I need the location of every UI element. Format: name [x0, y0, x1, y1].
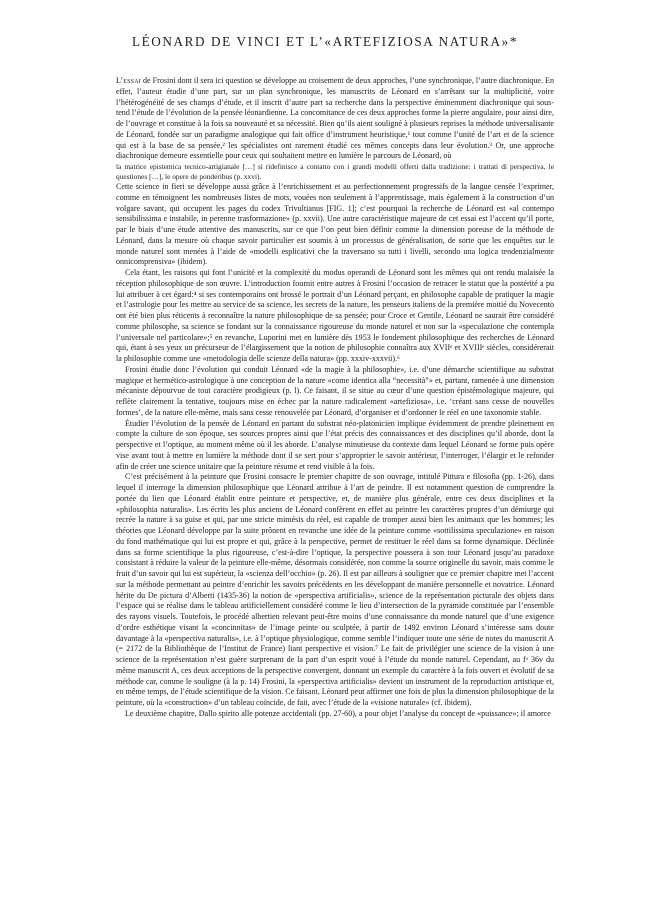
block-quote: la matrice epistemica tecnico-artigianale […] si ridefinisce a contatto con i grandi modelli offerti dalla tradizione: i trattati di perspectiva, le questiones […], le opere de ponderibus (p. xxvi). [116, 162, 554, 181]
page-title: LÉONARD DE VINCI ET L’«ARTEFIZIOSA NATURA»* [131, 34, 519, 49]
article-body [116, 76, 554, 720]
paragraph-1-text: de Frosini dont il sera ici question se développe au croisement de deux approches, l’une synchronique, l’autre diachronique. En effet, l’auteur étudie d’une part, sur un plan synchronique, les manuscrits de Léonard en s’arrêtant sur la multiplicité, voire l’hétérogénéité de ses champs d’étude, et il inscrit d’autre part sa recherche dans la perspective éminemment diachronique qui sous-tend l’étude de l’évolution de la pensée léonardienne. La concomitance de ces deux approches forme la pierre angulaire, pour ainsi dire, de l’ouvrage et constitue à la fois sa nouveauté et sa nécessité. Bien qu’ils aient souligné à plusieurs reprises la méthode universalisante de Léonard, fondée sur un paradigme analogique qui fait office d’instrument heuristique,¹ tout comme l’unité de l’art et de la science qui est à la base de sa pensée,² les spécialistes ont rarement étudié ces mêmes concepts dans leur évolution.³ Or, une approche diachronique demeure essentielle pour ceux qui souhaitent mettre en lumière le parcours de Léonard, où [116, 76, 554, 161]
paragraph-2: Cette science in fieri se développe aussi grâce à l’enrichissement et au perfectionnement progressifs de la langue censée l’exprimer, comme en témoignent les nombreuses listes de mots, vouées non seulement à l’apprentissage, mais également à la construction d’un volgare savant, qui occupent les pages du codex Trivultianus [FIG. 1]; c’est pourquoi la recherche de Léonard est «al contempo sensibilissima e instabile, in perenne trasformazione» (p. xxvii). Une autre caractéristique majeure de cet essai est l’accent qu’il porte, par le biais d’une étude attentive des manuscrits, sur ce que l’on peut bien définir comme la dimension poreuse de la méthode de Léonard, dans la mesure où chaque savoir particulier est soumis à un processus de généralisation, de sorte que les enquêtes sur le monde naturel sont menées à l’aide de «modelli esplicativi che la traversano su tutti i livelli, secondo una logica tendenzialmente onnicomprensiva» (ibidem). [116, 182, 554, 267]
paragraph-4: Frosini étudie donc l’évolution qui conduit Léonard «de la magie à la philosophie», i.e. d’une démarche scientifique au substrat magique et hermético-astrologique à une conception de la nature «come identica alla “necessità”» et, partant, ramenée à une dimension mécaniste dépourvue de tout caractère prodigieux (p. l). Ce faisant, il se situe au cœur d’une question épistémologique majeure, qui reflète clairement la tentative, toujours mise en échec par la nature radicalement «artefiziosa», i.e. ‘créant sans cesse de nouvelles formes’, de la nature elle-même, mais sans cesse renouvelée par Léonard, d’organiser et d’ordonner le réel en une taxonomie stable. [116, 364, 554, 417]
lead-word: L’essai [116, 76, 141, 85]
paragraph-1 [116, 76, 554, 162]
paragraph-5: Étudier l’évolution de la pensée de Léonard en partant du substrat néo-platonicien implique évidemment de prendre pleinement en compte la culture de son époque, ses sources propres ainsi que l’état précis des connaissances et des disciplines qu’il aborde, dont la perspective et l’optique, au moment même où il les aborde. L’analyse minutieuse du contexte dans lequel Léonard se forme puis opère vise avant tout à mettre en lumière la méthode dont il se sert pour s’approprier le savoir antérieur, l’interroger, l’élargir et le refonder afin de créer une science unitaire que la peinture résume et rend visible à la fois. [116, 418, 554, 471]
paragraph-7: Le deuxième chapitre, Dallo spirito alle potenze accidentali (pp. 27-60), a pour objet l’analyse du concept de «puissance»; il amorce [125, 708, 551, 718]
paragraph-6: C’est précisément à la peinture que Frosini consacre le premier chapitre de son ouvrage, intitulé Pittura e filosofia (pp. 1-26), dans lequel il interroge la dimension philosophique que Léonard attribue à l’art de peindre. Il est notamment question de comprendre la portée du lien que Léonard établit entre peinture et perspective, et, de manière plus générale, entre ces deux disciplines et la «philosophia naturalis». Les écrits les plus anciens de Léonard confèrent en effet au peintre les caractères propres d’un démiurge qui recrée la nature à sa guise et qui, par une stricte mimésis du réel, est capable de tromper aussi bien les animaux que les hommes; les théories que Léonard développe par la suite prônent en revanche une idée de la peinture comme «sottilissima speculazione» en raison du fond mathématique qui lui est propre et qui, grâce à la perspective, permet de restituer le réel dans sa forme dynamique. Déclinée dans sa forme scientifique la plus rigoureuse, c’est-à-dire l’optique, la perspective poussera à son tour Léonard jusqu’au paradoxe consistant à réduire la valeur de la peinture elle-même, désormais considérée, non comme la source originelle du savoir, mais comme le fruit d’un savoir qui lui est supérieur, la «scienza dell’occhio» (p. 26). Il est par ailleurs à souligner que ce premier chapitre met l’accent sur la méthode permettant au peintre d’enrichir les savoirs précédents en les développant de manière personnelle et novatrice. Léonard hérite du De pictura d’Alberti (1435-36) la notion de «perspectiva artificialis», science de la représentation picturale des objets dans l’espace qui se réalise dans le tableau artificiellement considéré comme le lieu d’intersection de la pyramide constituée par l’ensemble des rayons visuels. Toutefois, le procédé albertien relevant peut-être moins d’une connaissance du monde naturel que d’une exigence d’ordre esthétique visant la «concinnitas» de l’image peinte ou sculptée, à partir de 1492 environ Léonard s’intéresse sans doute davantage à la «perspectiva naturalis», i.e. à l’optique physiologique, comme semble l’indiquer toute une série de notes du manuscrit A (= 2172 de la Bibliothèque de l’Institut de France) liant perspective et vision.⁷ Le fait de privilégier une science de la vision à une science de la représentation n’est guère surprenant de la part d’un esprit voué à l’étude du monde naturel. Cependant, au fᵒ 36v du même manuscrit A, ces deux acceptions de la perspective convergent, donnant un exemple du caractère à la fois ouvert et évolutif de sa méthode car, comme le souligne (à la p. 14) Frosini, la «perspectiva artificialis» devient un instrument de la reproduction artistique et, en même temps, de l’étude scientifique de la vision. Ce faisant, Léonard peut affirmer une fois de plus la dimension philosophique de la peinture, où la «construction» d’un tableau coïncide, de fait, avec l’étude de la «visione naturale» (cf. ibidem). [116, 472, 554, 707]
paragraph-3: Cela étant, les raisons qui font l’unicité et la complexité du modus operandi de Léonard sont les mêmes qui ont rendu malaisée la réception philosophique de son œuvre. L’introduction fournit entre autres à Frosini l’occasion de retracer le statut que la postérité a pu lui attribuer à cet égard:⁴ si ses contemporains ont brossé le portrait d’un Léonard perçant, en philosophe capable de pratiquer la magie et l’astrologie pour les mettre au service de sa science, les secrets de la nature, les penseurs italiens de la première moitié du Novecento ont été bien plus réticents à reconnaître la nature philosophique de sa pensée; pour Croce et Gentile, Léonard ne saurait être considéré comme philosophe, sa science se fondant sur la connaissance rigoureuse du monde naturel et non sur la «speculazione che contempla l’universale nel particolare»;⁵ en revanche, Luporini met en lumière dès 1953 le fondement philosophique des recherches de Léonard qui, étant à ses yeux un précurseur de l’élargissement que la notion de philosophie connaîtra aux XVIIᵉ et XVIIIᵉ siècles, considérerait la philosophie comme une «metodologia delle scienze della natura» (pp. xxxiv-xxxvii).⁶ [116, 268, 554, 363]
